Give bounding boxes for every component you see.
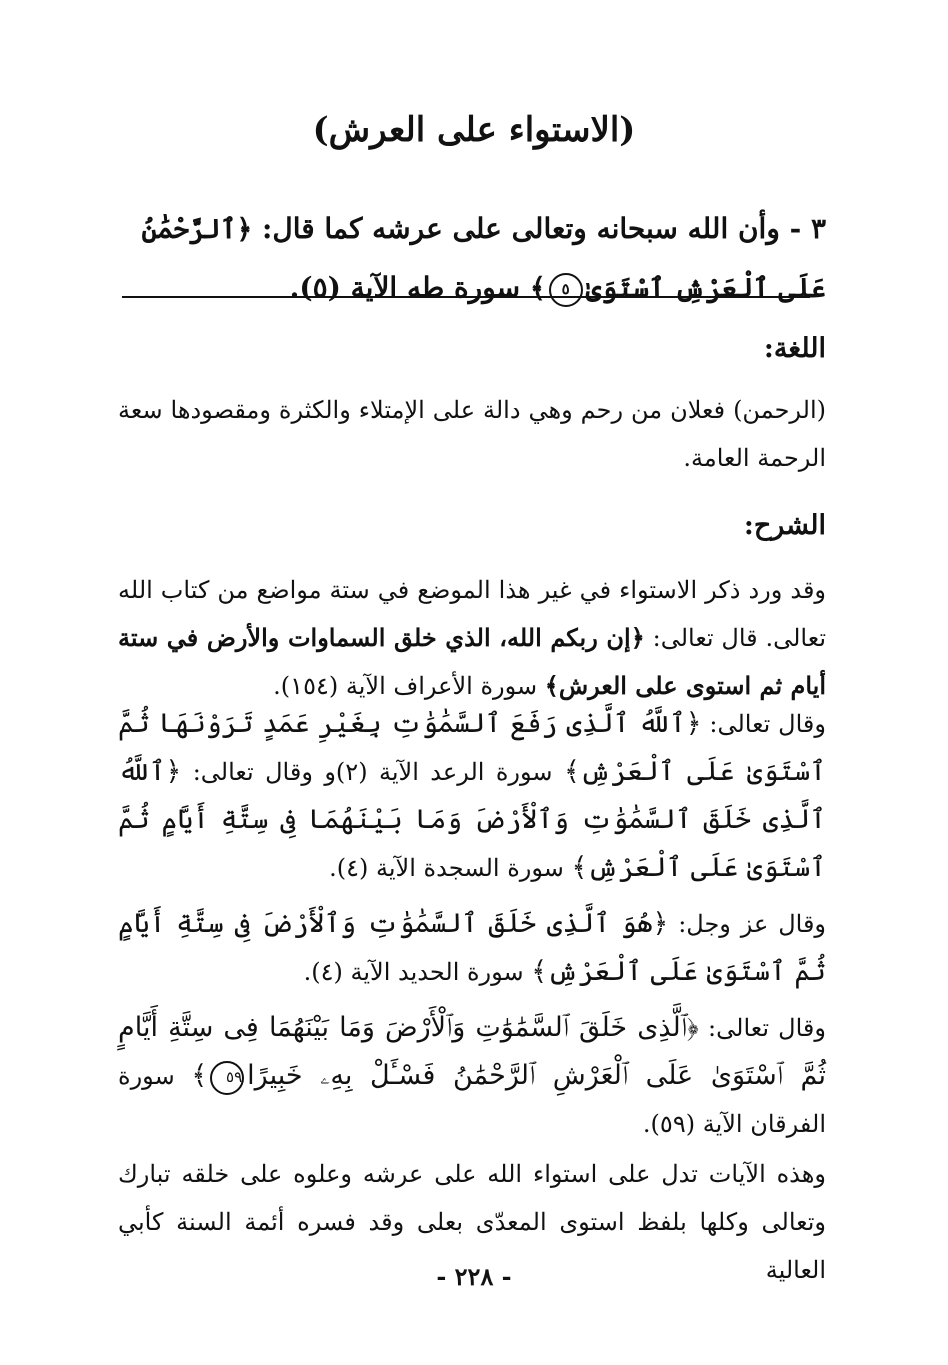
page-title: (الاستواء على العرش) [312, 110, 636, 150]
sharh-paragraph-1 [118, 566, 826, 710]
text-run: وقال تعالى: [698, 1014, 826, 1042]
verse-end-marker: ٥٩ [210, 1061, 244, 1095]
text-run: وقد ورد ذكر الاستواء في غير هذا الموضع في ستة مواضع من كتاب الله تعالى. قال تعالى: [118, 576, 827, 652]
sharh-paragraph-3 [118, 900, 826, 996]
verse-end-marker: ٥ [549, 273, 583, 307]
quran-verse: ﴿ٱلرَّحْمَٰنُ عَلَى ٱلْعَرْشِ ٱسْتَوَىٰ [141, 214, 826, 304]
page-number: - ٢٢٨ - [436, 1262, 512, 1291]
quran-verse: ﴿ٱلَّذِى خَلَقَ ٱلسَّمَٰوَٰتِ وَٱلْأَرْضَ وَمَا بَيْنَهُمَا فِى سِتَّةِ أَيَّامٍ ثُمَّ ٱسْتَوَىٰ عَلَى ٱلْعَرْشِ ٱلرَّحْمَٰنُ فَسْـَٔلْ بِهِۦ خَبِيرًا [118, 1012, 826, 1091]
text-run: سورة الحديد الآية (٤). [303, 958, 532, 986]
verse-close-bracket: ﴾ [191, 1060, 208, 1091]
separator-line [122, 296, 810, 298]
section-heading-lugha: اللغة: [763, 333, 826, 364]
text-run: سورة الأعراف الآية (١٥٤). [273, 672, 545, 700]
section-heading-sharh: الشرح: [743, 510, 826, 541]
sharh-paragraph-5: وهذه الآيات تدل على استواء الله على عرشه وعلوه على خلقه تبارك وتعالى وكلها بلفظ استوى المعدّى بعلى وقد فسره أئمة السنة كأبي العالية [118, 1160, 826, 1284]
text-run: سورة السجدة الآية (٤). [329, 854, 572, 882]
text-run: وقال عز وجل: [668, 910, 827, 938]
verse-close-bracket: ﴾ [529, 273, 546, 304]
intro-statement [118, 200, 826, 318]
intro-suffix: سورة طه الآية (٥). [289, 271, 530, 304]
quran-verse: ﴿ٱللَّهُ ٱلَّذِى خَلَقَ ٱلسَّمَٰوَٰتِ وَٱلْأَرْضَ وَمَا بَيْنَهُمَا فِى سِتَّةِ أَيَّامٍ ثُمَّ ٱسْتَوَىٰ عَلَى ٱلْعَرْشِ﴾ [118, 756, 826, 883]
text-run: سورة الرعد الآية (٢)و وقال تعالى: [181, 758, 564, 786]
text-run: وقال تعالى: [701, 710, 826, 738]
quran-verse: ﴿هُوَ ٱلَّذِى خَلَقَ ٱلسَّمَٰوَٰتِ وَٱلْأَرْضَ فِى سِتَّةِ أَيَّامٍ ثُمَّ ٱسْتَوَىٰ عَلَى ٱلْعَرْشِ﴾ [118, 908, 826, 987]
text-run: سورة الفرقان الآية (٥٩). [118, 1062, 826, 1138]
quoted-verse: ﴿إن ربكم الله، الذي خلق السماوات والأرض في ستة أيام ثم استوى على العرش﴾ [118, 623, 826, 700]
sharh-paragraph-4 [118, 1004, 826, 1148]
quran-verse: ﴿ٱللَّهُ ٱلَّذِى رَفَعَ ٱلسَّمَٰوَٰتِ بِغَيْرِ عَمَدٍ تَرَوْنَهَا ثُمَّ ٱسْتَوَىٰ عَلَى ٱلْعَرْشِ﴾ [118, 708, 827, 787]
lugha-text: (الرحمن) فعلان من رحم وهي دالة على الإمتلاء والكثرة ومقصودها سعة الرحمة العامة. [118, 396, 826, 472]
intro-prefix: ٣ - وأن الله سبحانه وتعالى على عرشه كما قال: [252, 212, 826, 245]
sharh-paragraph-2 [118, 700, 826, 892]
